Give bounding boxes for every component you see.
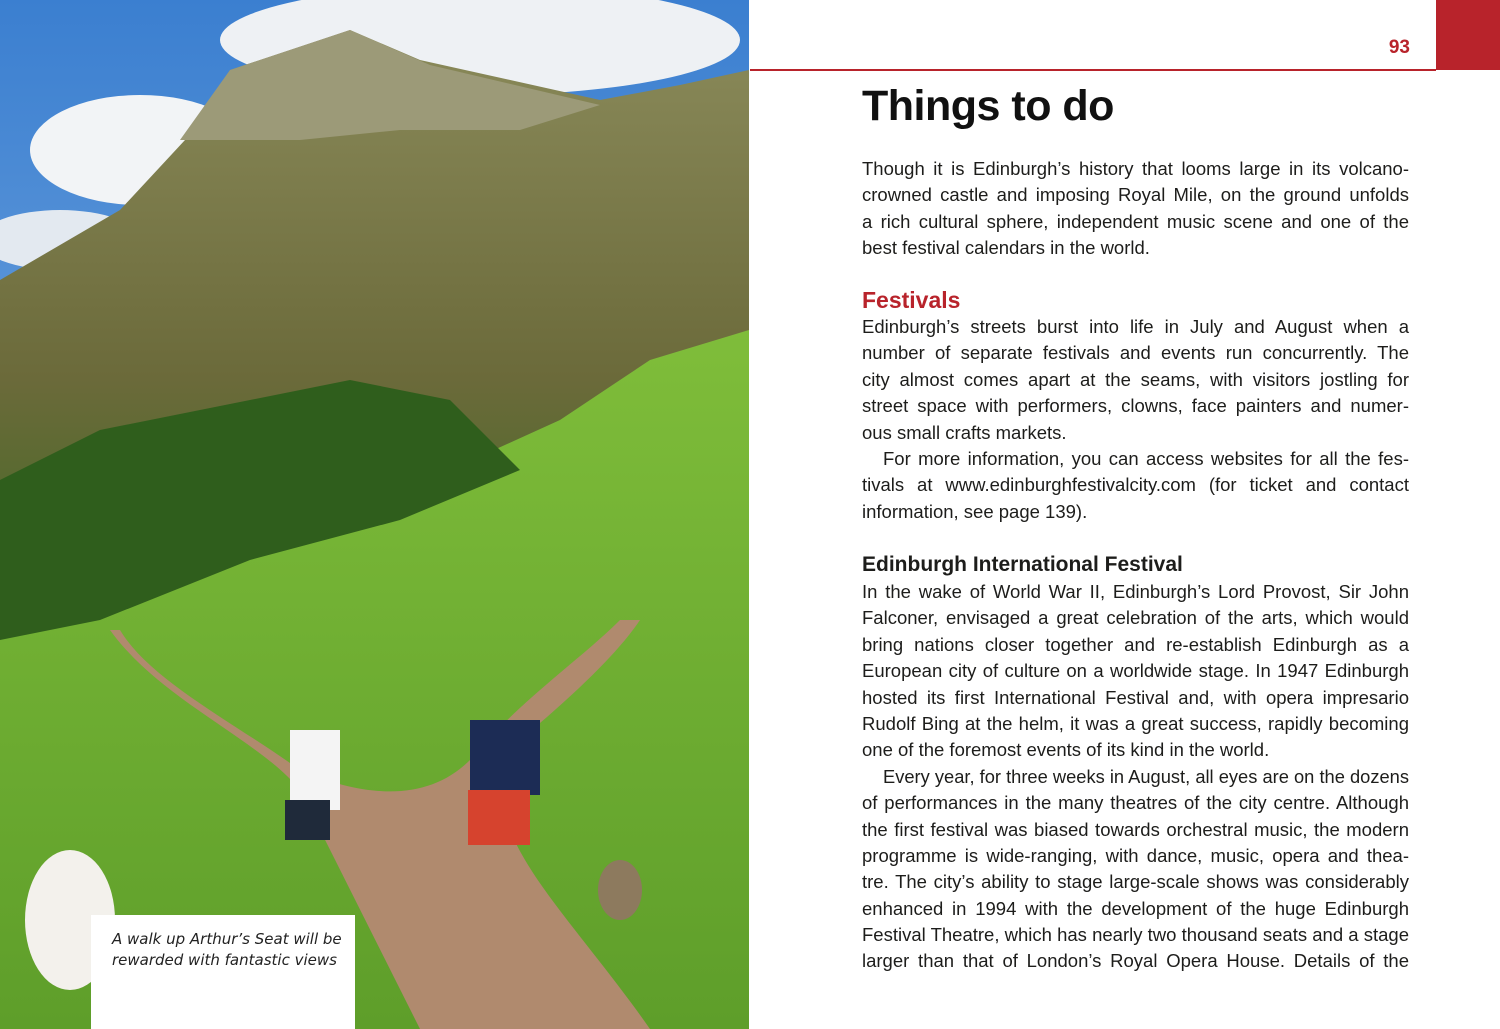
text: For more information, you can access websites for all the fes- [883, 447, 1409, 469]
text: programme is wide-ranging, with dance, music, opera and thea- [862, 844, 1409, 866]
text-line [862, 367, 1409, 393]
text-line [862, 896, 1409, 922]
text-line [862, 658, 1409, 684]
text-line [862, 393, 1409, 419]
page-number: 93 [1388, 37, 1410, 58]
page-title: Things to do [862, 82, 1114, 130]
text: city almost comes apart at the seams, with visitors jostling for [862, 368, 1409, 390]
text: crowned castle and imposing Royal Mile, on the ground unfolds [862, 184, 1409, 206]
caption-line: rewarded with fantastic views [112, 951, 337, 969]
text: enhanced in 1994 with the development of the huge Edinburgh [862, 897, 1409, 919]
text: street space with performers, clowns, face painters and numer- [862, 395, 1409, 417]
text-line [862, 685, 1409, 711]
festivals-heading: Festivals [862, 287, 961, 313]
text-line [862, 737, 1409, 763]
text-line [862, 472, 1409, 498]
text-line [862, 156, 1409, 182]
text: Rudolf Bing at the helm, it was a great success, rapidly becoming [862, 712, 1409, 734]
header-rule [750, 69, 1436, 71]
text: Festival Theatre, which has nearly two thousand seats and a stage [862, 924, 1409, 946]
text-line [862, 817, 1409, 843]
text: the first festival was biased towards orchestral music, the modern [862, 818, 1409, 840]
text: bring nations closer together and re-establish Edinburgh as a [862, 633, 1409, 655]
text: tre. The city’s ability to stage large-scale shows was considerably [862, 871, 1409, 893]
eif-section [862, 551, 1409, 975]
text: one of the foremost events of its kind in the world. [862, 739, 1270, 761]
text-line [862, 420, 1409, 446]
eif-heading: Edinburgh International Festival [862, 553, 1183, 576]
text-line [862, 340, 1409, 366]
arthurs-seat-photo [0, 0, 749, 1029]
text-line [862, 843, 1409, 869]
text-line [862, 790, 1409, 816]
text: of performances in the many theatres of the city centre. Although [862, 792, 1409, 814]
intro-paragraph [862, 156, 1409, 262]
caption-line: A walk up Arthur’s Seat will be [112, 930, 342, 948]
text: tivals at www.edinburghfestivalcity.com (for ticket and contact [862, 474, 1409, 496]
chapter-tab [1436, 0, 1500, 70]
festivals-section [862, 286, 1409, 525]
text-line [862, 499, 1409, 525]
text: Falconer, envisaged a great celebration of the arts, which would [862, 607, 1409, 629]
text: larger than that of London’s Royal Opera House. Details of the [862, 950, 1409, 972]
text-line [862, 579, 1409, 605]
text-line [862, 869, 1409, 895]
text-line [862, 922, 1409, 948]
text: Every year, for three weeks in August, all eyes are on the dozens [883, 765, 1409, 787]
text: a rich cultural sphere, independent music scene and one of the [862, 210, 1409, 232]
text-line [862, 764, 1409, 790]
text: In the wake of World War II, Edinburgh’s Lord Provost, Sir John [862, 581, 1409, 602]
text: information, see page 139). [862, 500, 1088, 522]
text: best festival calendars in the world. [862, 237, 1150, 259]
text-line [862, 235, 1409, 261]
text-line [862, 632, 1409, 658]
text-line [862, 182, 1409, 208]
text: European city of culture on a worldwide stage. In 1947 Edinburgh [862, 660, 1409, 682]
text-line [862, 711, 1409, 737]
text: number of separate festivals and events run concurrently. The [862, 342, 1409, 364]
text-line [862, 314, 1409, 340]
text: Though it is Edinburgh’s history that looms large in its volcano- [862, 158, 1409, 179]
text: ous small crafts markets. [862, 421, 1067, 443]
text: Edinburgh’s streets burst into life in July and August when a [862, 316, 1409, 337]
text-line [862, 446, 1409, 472]
photo-caption [91, 915, 355, 1029]
text-line [862, 209, 1409, 235]
text: hosted its first International Festival and, with opera impresario [862, 686, 1409, 708]
text-line [862, 948, 1409, 974]
text-line [862, 605, 1409, 631]
